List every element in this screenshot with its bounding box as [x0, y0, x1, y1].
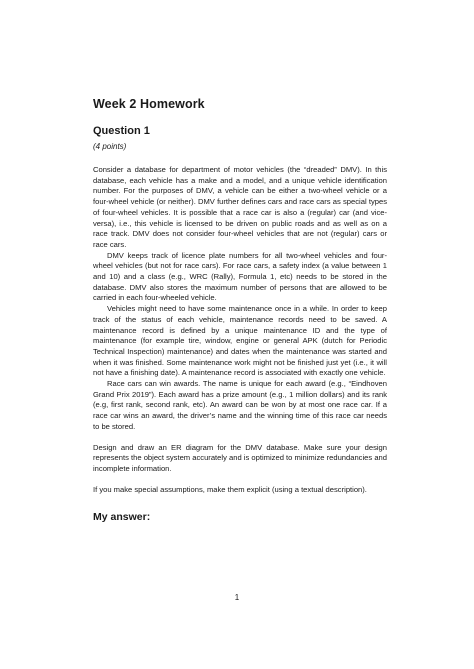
paragraph-license-plates: DMV keeps track of licence plate numbers for all two-wheel vehicles and four-wheel vehicles (but not for race cars). For race cars, a safety index (a value between 1 and 10) and a class (e.g., WRC (Rally), Formula 1, etc) needs to be stored in the database. DMV also stores the maximum number of persons that are allowed to be carried in each four-wheeled vehicle. — [93, 250, 387, 303]
paragraph-assumptions: If you make special assumptions, make them explicit (using a textual description). — [93, 484, 367, 494]
page-number: 1 — [234, 593, 240, 602]
paragraph-intro: Consider a database for department of motor vehicles (the “dreaded” DMV). In this database, each vehicle has a make and a model, and a unique vehicle identification number. For the purposes of DMV, a vehicle can be either a two-wheel vehicle or a four-wheel vehicle (or neither). DMV further defines cars and race cars as special types of four-wheel vehicles. It is possible that a race car is also a (regular) car (and vice-versa), i.e., this vehicle is licensed to be driven on public roads and as well as on a race track. DMV does not consider four-wheel vehicles that are not (regular) cars or race cars. — [93, 165, 387, 249]
document-title: Week 2 Homework — [93, 97, 205, 111]
paragraph-maintenance: Vehicles might need to have some maintenance once in a while. In order to keep track of the status of each vehicle, maintenance records need to be saved. A maintenance record is defined by a unique maintenance ID and the type of maintenance (for example tire, window, engine or general APK (dutch for Periodic Technical Inspection) maintenance) and dates when the maintenance was started and when it was finished. Some maintenance work might not be finished just yet (i.e., it will not have a finishing date). A maintenance record is associated with exactly one vehicle. — [93, 304, 387, 378]
document-body — [93, 96, 387, 524]
paragraph-task: Design and draw an ER diagram for the DMV database. Make sure your design represents the object system accurately and is optimized to minimize redundancies and incomplete information. — [93, 442, 387, 473]
question-heading: Question 1 — [93, 125, 150, 137]
points-label: (4 points) — [93, 142, 127, 151]
paragraph-awards: Race cars can win awards. The name is unique for each award (e.g., “Eindhoven Grand Prix 2019”). Each award has a prize amount (e.g., 1 million dollars) and its rank (e.g, first rank, second rank, etc). An award can be won by at most one race car. If a race car wins an award, the driver’s name and the winning time of this race car needs to be stored. — [93, 379, 387, 431]
answer-heading: My answer: — [93, 511, 151, 524]
